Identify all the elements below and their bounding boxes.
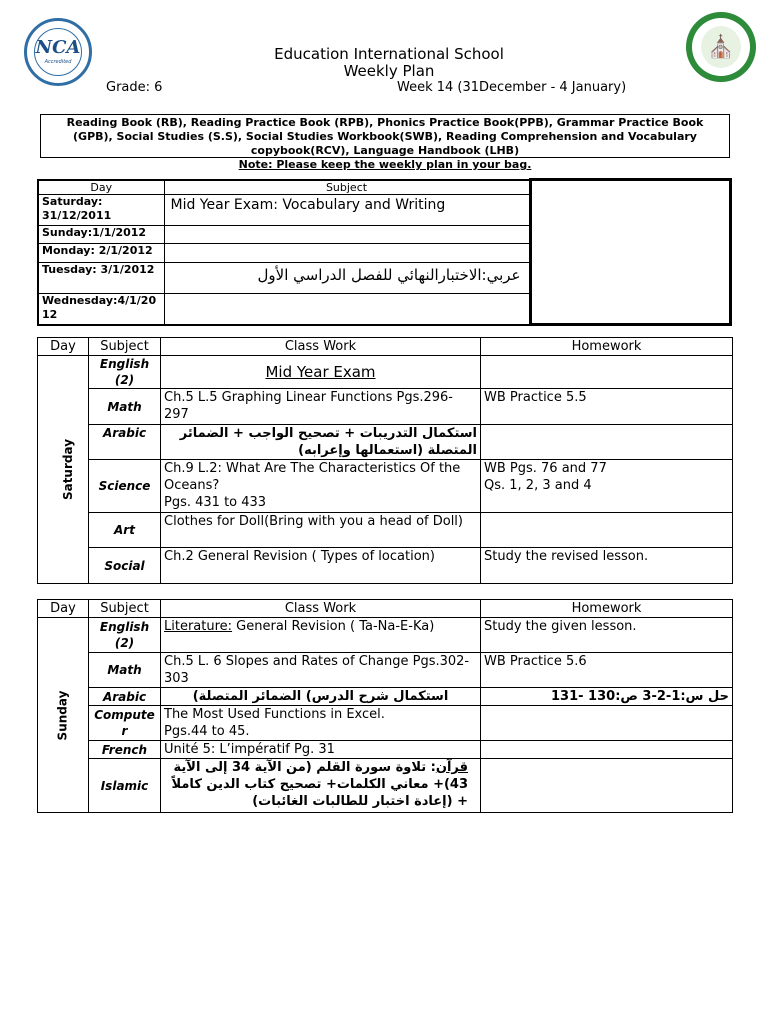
sat-subject-english: English (2) [89,356,161,389]
sat-header-homework: Homework [481,338,733,356]
sat-classwork-social: Ch.2 General Revision ( Types of location) [161,548,481,584]
sun-literature-label: Literature: [164,619,233,634]
sat-science-lesson: Ch.9 L.2: What Are The Characteristics Of the Oceans? [164,461,461,493]
sat-classwork-science [161,460,481,513]
sun-homework-english: Study the given lesson. [481,618,733,653]
saturday-day-cell [38,356,89,584]
exam-subject-sunday [164,226,530,244]
sat-homework-english [481,356,733,389]
building-icon: ⛪ [701,26,741,68]
sun-subject-islamic: Islamic [89,759,161,813]
sun-header-subject: Subject [89,600,161,618]
exam-subject-wednesday [164,294,530,325]
week-label: Week 14 (31December - 4 January) [397,80,627,95]
nca-logo-text: NCA [35,37,81,58]
sun-computer-pages: Pgs.44 to 45. [164,724,250,739]
exam-day-tuesday: Tuesday: 3/1/2012 [38,263,164,294]
sat-homework-art [481,513,733,548]
sun-subject-french: French [89,741,161,759]
exam-subject-tuesday: عربي:الاختبارالنهائي للفصل الدراسي الأول [164,263,530,294]
sun-subject-english: English (2) [89,618,161,653]
sun-subject-arabic: Arabic [89,688,161,706]
sat-header-classwork: Class Work [161,338,481,356]
sat-homework-science [481,460,733,513]
sat-subject-math: Math [89,389,161,425]
sun-quran-label: قرآن [435,760,468,775]
sun-classwork-arabic: استكمال شرح الدرس) الضمائر المتصلة) [161,688,481,706]
exam-header-subject: Subject [164,180,530,195]
sat-subject-arabic: Arabic [89,425,161,460]
sun-header-classwork: Class Work [161,600,481,618]
sun-header-day: Day [38,600,89,618]
sun-classwork-english [161,618,481,653]
exam-subject-saturday: Mid Year Exam: Vocabulary and Writing [164,195,530,226]
sun-subject-computer: Computer [89,706,161,741]
abbreviations-box [40,114,730,158]
nca-logo-caption: Accredited [44,59,72,65]
sun-literature-topic: General Revision ( Ta-Na-E-Ka) [232,619,435,634]
abbreviations-line-1: Reading Book (RB), Reading Practice Book (RPB), Phonics Practice Book(PPB), Grammar Practice Book [66,116,704,129]
sat-header-subject: Subject [89,338,161,356]
exam-schedule-table [37,178,732,326]
abbreviations-line-3: copybook(RCV), Language Handbook (LHB) [250,144,520,157]
bag-note: Note: Please keep the weekly plan in your bag. [238,158,532,171]
sun-classwork-french: Unité 5: L’impératif Pg. 31 [161,741,481,759]
sun-homework-computer [481,706,733,741]
sun-classwork-islamic [161,759,481,813]
saturday-plan-table [37,337,733,584]
sun-homework-math: WB Practice 5.6 [481,653,733,688]
exam-day-sunday: Sunday:1/1/2012 [38,226,164,244]
exam-day-wednesday: Wednesday:4/1/2012 [38,294,164,325]
grade-label: Grade: 6 [106,80,163,95]
sun-homework-french [481,741,733,759]
exam-blank-cell [530,180,730,325]
exam-header-day: Day [38,180,164,195]
sat-science-hw-pages: WB Pgs. 76 and 77 [484,461,607,476]
sun-header-homework: Homework [481,600,733,618]
sat-homework-social: Study the revised lesson. [481,548,733,584]
sat-classwork-art: Clothes for Doll(Bring with you a head of Doll) [161,513,481,548]
sat-science-pages: Pgs. 431 to 433 [164,495,267,510]
sun-homework-arabic: حل س:1-2-3 ص:130 -131 [481,688,733,706]
plan-title: Weekly Plan [343,62,435,80]
saturday-day-label: Saturday [61,438,76,501]
sat-subject-science: Science [89,460,161,513]
sun-classwork-math: Ch.5 L. 6 Slopes and Rates of Change Pgs.302-303 [161,653,481,688]
sat-classwork-arabic: استكمال التدريبات + تصحيح الواجب + الضمائر المتصلة (استعمالها وإعرابه) [161,425,481,460]
sunday-plan-table [37,599,733,813]
sat-classwork-english: Mid Year Exam [161,356,481,389]
sun-homework-islamic [481,759,733,813]
exam-subject-monday [164,244,530,263]
sunday-day-label: Sunday [55,690,70,740]
exam-day-saturday: Saturday: 31/12/2011 [38,195,164,226]
sat-homework-arabic [481,425,733,460]
sun-quran-text: : تلاوة سورة القلم (من الآية 34 إلى الآية 43)+ معاني الكلمات+ تصحيح كتاب الدين كاملاً + (إعادة اختبار للطالبات الغائبات) [171,760,468,809]
sat-homework-math: WB Practice 5.5 [481,389,733,425]
sunday-day-cell [38,618,89,813]
sun-computer-topic: The Most Used Functions in Excel. [164,707,385,722]
sat-subject-art: Art [89,513,161,548]
sat-classwork-math: Ch.5 L.5 Graphing Linear Functions Pgs.296-297 [161,389,481,425]
sun-subject-math: Math [89,653,161,688]
sat-header-day: Day [38,338,89,356]
exam-day-monday: Monday: 2/1/2012 [38,244,164,263]
abbreviations-line-2: (GPB), Social Studies (S.S), Social Studies Workbook(SWB), Reading Comprehension and Vocabulary [73,130,697,143]
sat-science-hw-questions: Qs. 1, 2, 3 and 4 [484,478,592,493]
sat-subject-social: Social [89,548,161,584]
sun-classwork-computer [161,706,481,741]
school-name: Education International School [274,45,504,63]
